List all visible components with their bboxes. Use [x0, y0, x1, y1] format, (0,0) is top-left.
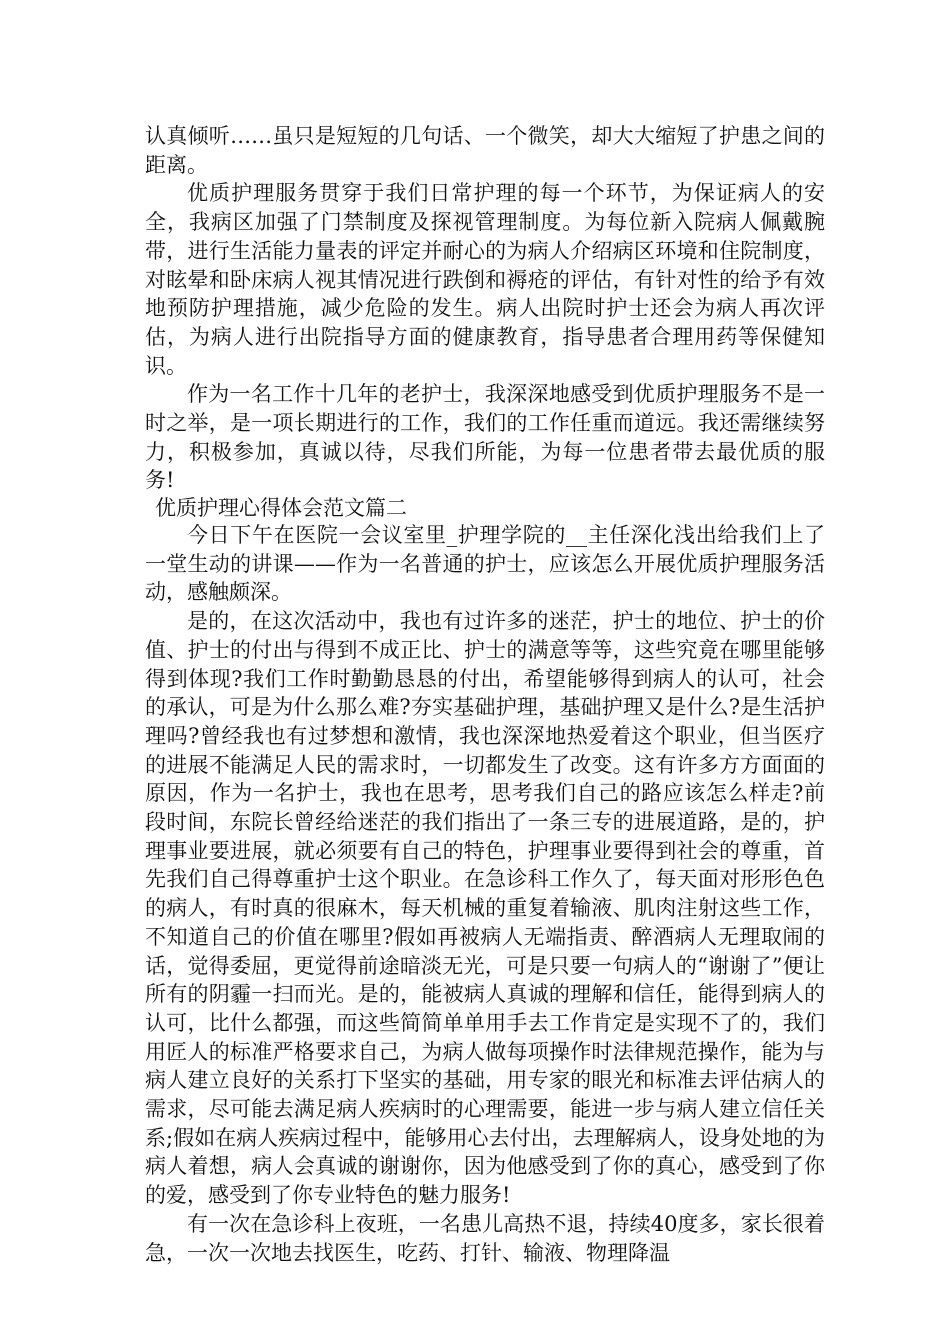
- paragraph: 优质护理服务贯穿于我们日常护理的每一个环节，为保证病人的安全，我病区加强了门禁制度及探视管理制度。为每位新入院病人佩戴腕带，进行生活能力量表的评定并耐心的为病人介绍病区环境和住院制度，对眩晕和卧床病人视其情况进行跌倒和褥疮的评估，有针对性的给予有效地预防护理措施，减少危险的发生。病人出院时护士还会为病人再次评估，为病人进行出院指导方面的健康教育，指导患者合理用药等保健知识。: [145, 181, 825, 378]
- paragraph: 今日下午在医院一会议室里_护理学院的__主任深化浅出给我们上了一堂生动的讲课——作为一名普通的护士，应该怎么开展优质护理服务活动，感触颇深。: [145, 523, 825, 605]
- section-2-body: [145, 521, 825, 1267]
- section-1-body: [145, 122, 825, 495]
- section-heading: 优质护理心得体会范文篇二: [155, 496, 407, 520]
- paragraph: 认真倾听……虽只是短短的几句话、一个微笑，却大大缩短了护患之间的距离。: [145, 124, 825, 177]
- paragraph: 是的，在这次活动中，我也有过许多的迷茫，护士的地位、护士的价值、护士的付出与得到不成正比、护士的满意等等，这些究竟在哪里能够得到体现?我们工作时勤勤恳恳的付出，希望能够得到病人的认可，社会的承认，可是为什么那么难?夯实基础护理，基础护理又是什么?是生活护理吗?曾经我也有过梦想和激情，我也深深地热爱着这个职业，但当医疗的进展不能满足人民的需求时，一切都发生了改变。这有许多方方面面的原因，作为一名护士，我也在思考，思考我们自己的路应该怎么样走?前段时间，东院长曾经给迷茫的我们指出了一条三专的进展道路，是的，护理事业要进展，就必须要有自己的特色，护理事业要得到社会的尊重，首先我们自己得尊重护士这个职业。在急诊科工作久了，每天面对形形色色的病人，有时真的很麻木，每天机械的重复着输液、肌肉注射这些工作，不知道自己的价值在哪里?假如再被病人无端指责、醉酒病人无理取闹的话，觉得委屈，更觉得前途暗淡无光，可是只要一句病人的“谢谢了”便让所有的阴霾一扫而光。是的，能被病人真诚的理解和信任，能得到病人的认可，比什么都强，而这些简简单单用手去工作肯定是实现不了的，我们用匠人的标准严格要求自己，为病人做每项操作时法律规范操作，能为与病人建立良好的关系打下坚实的基础，用专家的眼光和标准去评估病人的需求，尽可能去满足病人疾病时的心理需要，能进一步与病人建立信任关系;假如在病人疾病过程中，能够用心去付出，去理解病人，设身处地的为病人着想，病人会真诚的谢谢你，因为他感受到了你的真心，感受到了你的爱，感受到了你专业特色的魅力服务!: [145, 609, 825, 1208]
- paragraph: 有一次在急诊科上夜班，一名患儿高热不退，持续40度多，家长很着急，一次一次地去找医生，吃药、打针、输液、物理降温: [145, 1211, 825, 1265]
- paragraph: 作为一名工作十几年的老护士，我深深地感受到优质护理服务不是一时之举，是一项长期进行的工作，我们的工作任重而道远。我还需继续努力，积极参加，真诚以待，尽我们所能，为每一位患者带去最优质的服务!: [145, 382, 825, 493]
